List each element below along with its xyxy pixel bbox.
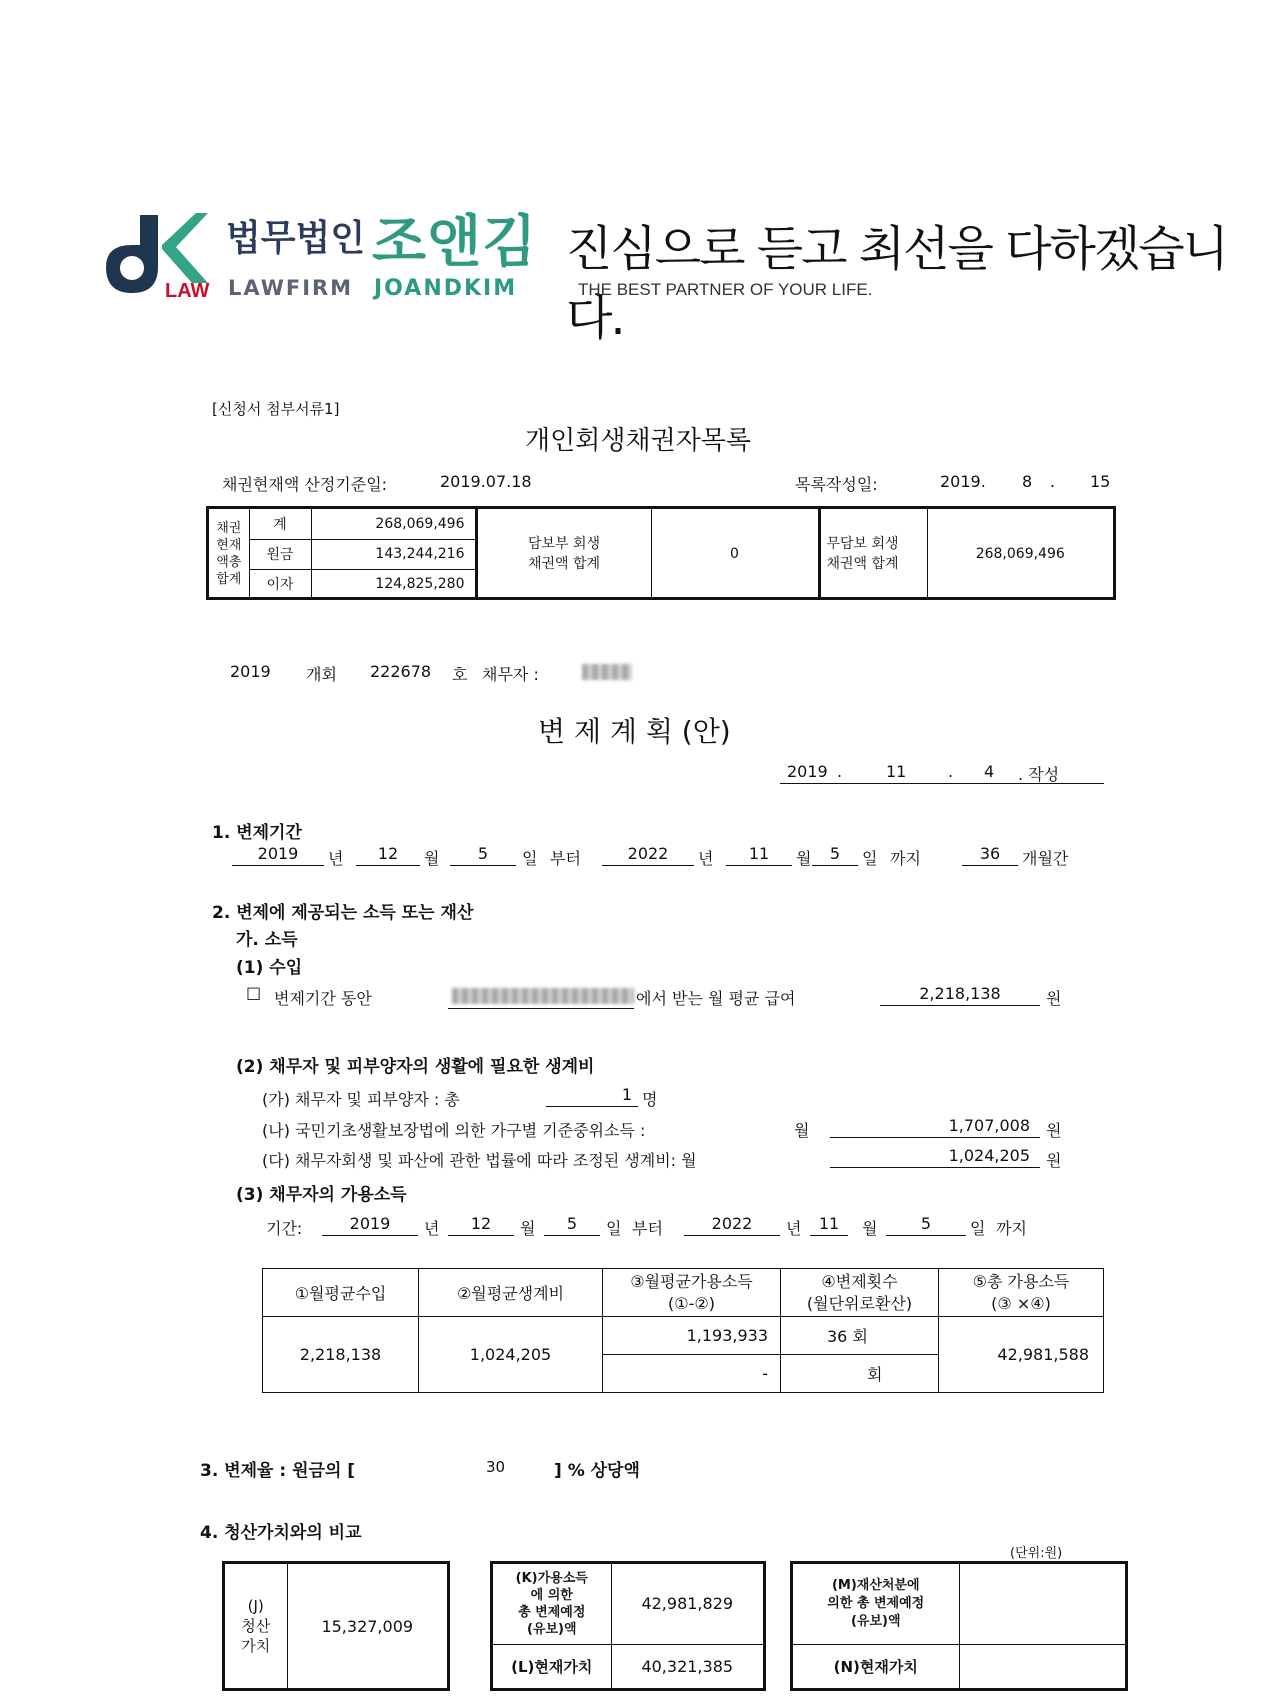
s2-from-label: 에서 받는 월 평균 급여 <box>636 989 796 1008</box>
section1-heading: 1. 변제기간 <box>212 823 302 843</box>
th-monthly-income: ①월평균수입 <box>263 1269 419 1317</box>
s2-people-unit: 명 <box>642 1090 658 1109</box>
slogan: 진심으로 듣고 최선을 다하겠습니다. <box>566 221 1227 346</box>
plan-date-day: 4 <box>984 762 995 781</box>
s2-income-heading: (1) 수입 <box>236 958 303 978</box>
s2-p-year-unit: 년 <box>424 1219 440 1238</box>
td-available-2: - <box>603 1355 781 1393</box>
td-count-1: 36 회 <box>781 1317 939 1355</box>
s2-na-value: 1,707,008 <box>830 1116 1040 1138</box>
s1-from-month: 12 <box>356 844 420 866</box>
n-label: (N)현재가치 <box>793 1644 959 1688</box>
employer-redacted <box>452 988 634 1004</box>
s1-months: 36 <box>962 844 1018 866</box>
s3-rate: 30 <box>486 1458 506 1476</box>
plan-date-year: 2019 <box>787 762 828 781</box>
th-total-available: ⑤총 가용소득 (③ ×④) <box>939 1269 1104 1317</box>
employer-underline <box>448 1008 634 1009</box>
s1-to-word: 까지 <box>890 849 921 868</box>
s2-p-from-month: 12 <box>448 1214 514 1236</box>
plan-date-dot2: . <box>948 762 954 781</box>
th-monthly-living: ②월평균생계비 <box>419 1269 603 1317</box>
s2-p-year-unit-2: 년 <box>786 1219 802 1238</box>
section3-heading: 3. 변제율 : 원금의 [ <box>200 1461 356 1481</box>
list-title: 개인회생채권자목록 <box>525 426 752 456</box>
attachment-label: [신청서 첨부서류1] <box>212 400 340 418</box>
secured-label: 담보부 회생 채권액 합계 <box>476 509 651 599</box>
s2-na-line: (나) 국민기초생활보장법에 의한 가구별 기준중위소득 : <box>262 1121 646 1140</box>
s2-p-day-unit: 일 <box>606 1219 622 1238</box>
slogan-en: THE BEST PARTNER OF YOUR LIFE. <box>578 280 873 299</box>
s1-month-unit: 월 <box>424 849 440 868</box>
written-date-label: 목록작성일: <box>795 475 878 494</box>
case-type: 개회 <box>306 665 337 684</box>
s2-da-line: (다) 채무자회생 및 파산에 관한 법률에 따라 조정된 생계비: 월 <box>262 1151 697 1170</box>
plan-date-dot1: . <box>837 762 843 781</box>
unsecured-label: 무담보 회생 채권액 합계 <box>819 509 927 599</box>
basis-date-label: 채권현재액 산정기준일: <box>222 475 388 494</box>
summary-principal-value: 143,244,216 <box>311 539 476 569</box>
td-monthly-income: 2,218,138 <box>263 1317 419 1393</box>
logo-law-text: LAW <box>165 280 210 302</box>
s2-living-heading: (2) 채무자 및 피부양자의 생활에 필요한 생계비 <box>236 1057 595 1077</box>
s2-period-label: 변제기간 동안 <box>274 989 372 1008</box>
s1-to-day: 5 <box>812 844 858 866</box>
td-count-2: 회 <box>781 1355 939 1393</box>
s2-disp-heading: (3) 채무자의 가용소득 <box>236 1185 407 1205</box>
s1-year-unit: 년 <box>328 849 344 868</box>
th-monthly-available: ③월평균가용소득 (①-②) <box>603 1269 781 1317</box>
case-year: 2019 <box>230 662 271 681</box>
summary-box <box>206 506 1116 600</box>
s2-p-day-unit-2: 일 <box>970 1219 986 1238</box>
s1-from-word: 부터 <box>550 849 581 868</box>
td-total-available: 42,981,588 <box>939 1317 1104 1393</box>
s2-people: 1 <box>546 1085 638 1107</box>
s2-p-to-year: 2022 <box>684 1214 780 1236</box>
k-value: 42,981,829 <box>611 1564 763 1644</box>
s1-to-year: 2022 <box>602 844 694 866</box>
available-income-box <box>490 1561 766 1691</box>
s1-year-unit-2: 년 <box>698 849 714 868</box>
s2-period-word: 기간: <box>266 1219 303 1238</box>
j-value: 15,327,009 <box>321 1616 414 1636</box>
plan-title: 변 제 계 획 (안) <box>538 715 731 748</box>
s2-p-to-word: 까지 <box>996 1219 1027 1238</box>
plan-date-month: 11 <box>886 762 907 781</box>
s2-na-month: 월 <box>794 1121 810 1140</box>
s1-from-day: 5 <box>450 844 516 866</box>
plan-date-suffix: . 작성 <box>1018 765 1060 784</box>
written-dot: . <box>1050 472 1056 491</box>
s3-suffix: ] % 상당액 <box>554 1461 640 1481</box>
s2-checkbox[interactable]: ☐ <box>246 985 262 1005</box>
l-label: (L)현재가치 <box>493 1644 611 1688</box>
m-value <box>959 1564 1125 1644</box>
summary-side-label: 채권 현재 액총 합계 <box>209 509 249 599</box>
liquidation-value-box <box>222 1561 450 1691</box>
th-payment-count: ④변제횟수 (월단위로환산) <box>781 1269 939 1317</box>
s2-p-to-day: 5 <box>886 1214 966 1236</box>
s2-da-value: 1,024,205 <box>830 1146 1040 1168</box>
written-year: 2019. <box>940 472 986 491</box>
s2-salary: 2,218,138 <box>880 984 1040 1006</box>
secured-value: 0 <box>651 509 819 599</box>
debtor-label: 채무자 : <box>482 665 539 684</box>
case-ho: 호 <box>452 665 468 684</box>
s1-day-unit-2: 일 <box>862 849 878 868</box>
firm-name-en: LAWFIRM <box>228 276 354 300</box>
td-available-1: 1,193,933 <box>603 1317 781 1355</box>
s1-to-month: 11 <box>726 844 792 866</box>
case-number: 222678 <box>370 662 432 681</box>
s2-na-won: 원 <box>1046 1121 1062 1140</box>
disposable-income-table <box>262 1268 1104 1393</box>
basis-date: 2019.07.18 <box>440 472 532 491</box>
section4-heading: 4. 청산가치와의 비교 <box>200 1523 362 1543</box>
s2-p-to-month: 11 <box>810 1214 848 1236</box>
n-value <box>959 1644 1125 1688</box>
s2-p-month-unit-2: 월 <box>862 1219 878 1238</box>
l-value: 40,321,385 <box>611 1644 763 1688</box>
summary-interest-label: 이자 <box>249 569 311 599</box>
s2-p-month-unit: 월 <box>520 1219 536 1238</box>
s2-ga-heading: 가. 소득 <box>236 930 298 950</box>
s1-month-unit-2: 월 <box>796 849 812 868</box>
s2-p-from-day: 5 <box>544 1214 600 1236</box>
brand-name-kr: 조앤김 <box>372 210 538 275</box>
j-label: (J) 청산 가치 <box>225 1564 287 1688</box>
s1-day-unit: 일 <box>522 849 538 868</box>
s1-months-unit: 개월간 <box>1022 849 1069 868</box>
brand-name-en: JOANDKIM <box>374 276 518 301</box>
s4-unit: (단위:원) <box>1010 1546 1063 1561</box>
td-monthly-living: 1,024,205 <box>419 1317 603 1393</box>
written-month: 8 <box>1022 472 1033 491</box>
unsecured-value: 268,069,496 <box>927 509 1113 599</box>
summary-principal-label: 원금 <box>249 539 311 569</box>
firm-name-kr: 법무법인 <box>226 218 366 259</box>
summary-total-label: 계 <box>249 509 311 539</box>
m-label: (M)재산처분에 의한 총 변제예정 (유보)액 <box>793 1564 959 1644</box>
summary-interest-value: 124,825,280 <box>311 569 476 599</box>
s2-p-from-year: 2019 <box>322 1214 418 1236</box>
written-day: 15 <box>1090 472 1111 491</box>
k-label: (K)가용소득 에 의한 총 변제예정 (유보)액 <box>493 1564 611 1644</box>
s2-ga-line: (가) 채무자 및 피부양자 : 총 <box>262 1090 460 1109</box>
s2-salary-won: 원 <box>1046 989 1062 1008</box>
debtor-name-redacted <box>582 664 632 680</box>
summary-total-value: 268,069,496 <box>311 509 476 539</box>
property-disposal-box <box>790 1561 1128 1691</box>
section2-heading: 2. 변제에 제공되는 소득 또는 재산 <box>212 903 474 923</box>
s1-from-year: 2019 <box>232 844 324 866</box>
s2-da-won: 원 <box>1046 1151 1062 1170</box>
s2-p-from-word: 부터 <box>632 1219 663 1238</box>
